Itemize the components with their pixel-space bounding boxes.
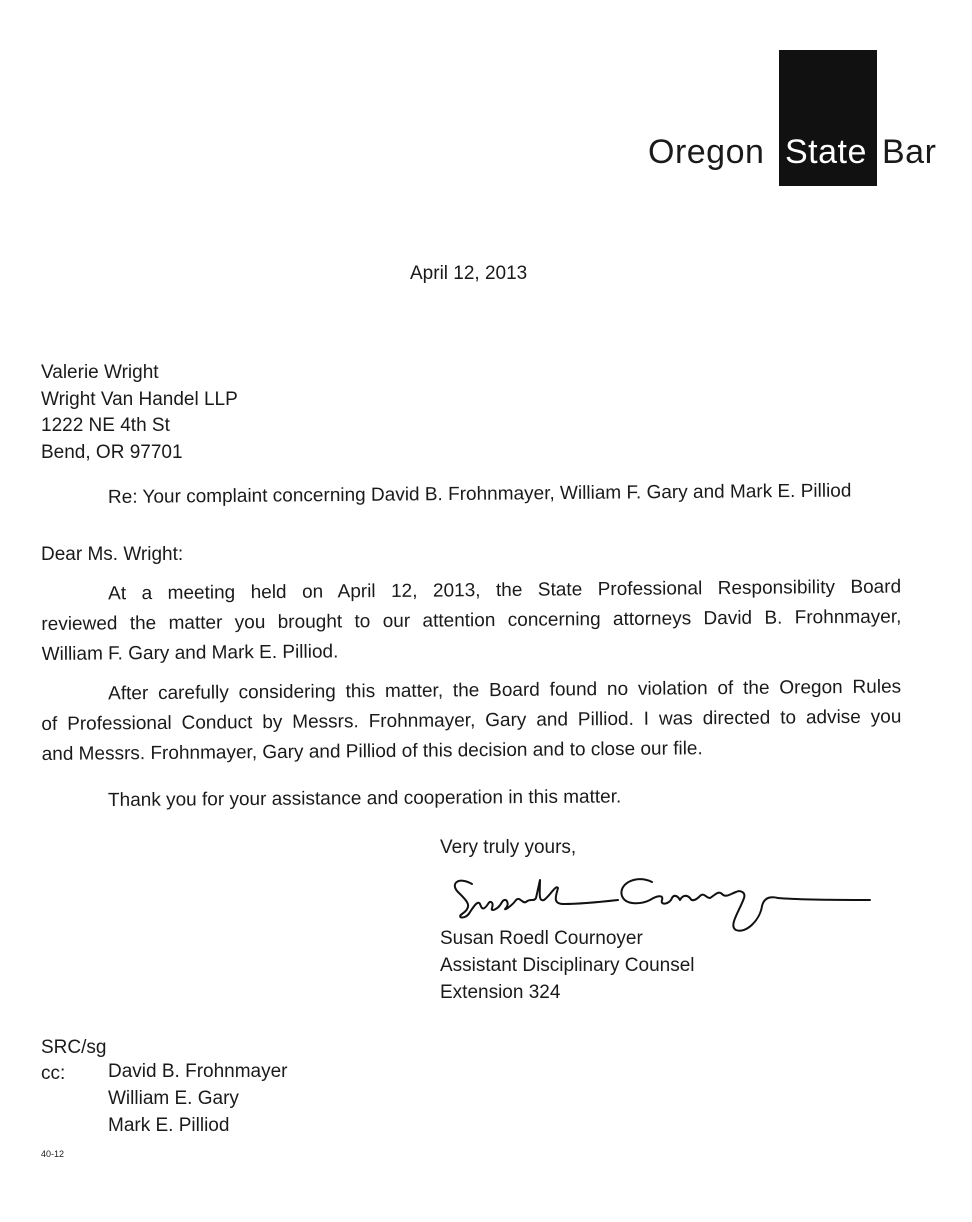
paragraph-1-line-1: At a meeting held on April 12, 2013, the State Professional Responsibility Board xyxy=(108,576,902,605)
logo-word-oregon: Oregon xyxy=(648,133,765,171)
logo-word-bar: Bar xyxy=(882,133,937,171)
recipient-name: Valerie Wright xyxy=(41,362,159,383)
paragraph-2-line-1: After carefully considering this matter, the Board found no violation of the Oregon Rules xyxy=(108,676,902,705)
signature-block xyxy=(440,925,695,1006)
cc-list xyxy=(108,1058,288,1139)
body-paragraph-2 xyxy=(41,672,902,770)
recipient-address xyxy=(41,360,238,466)
form-number: 40-12 xyxy=(41,1149,65,1159)
cc-recipient: Mark E. Pilliod xyxy=(108,1115,230,1136)
paragraph-2-line-2: of Professional Conduct by Messrs. Frohnmayer, Gary and Pilliod. I was directed to advise you xyxy=(41,706,902,735)
cc-label: cc: xyxy=(41,1063,66,1084)
cc-recipient: David B. Frohnmayer xyxy=(108,1061,288,1082)
body-paragraph-3: Thank you for your assistance and cooperation in this matter. xyxy=(107,786,622,811)
recipient-firm: Wright Van Handel LLP xyxy=(41,388,238,410)
paragraph-2-line-3: and Messrs. Frohnmayer, Gary and Pilliod of this decision and to close our file. xyxy=(41,738,703,765)
typist-initials: SRC/sg xyxy=(41,1037,107,1058)
paragraph-1-line-2: reviewed the matter you brought to our attention concerning attorneys David B. Frohnmayer, xyxy=(41,606,902,635)
cc-recipient: William E. Gary xyxy=(108,1088,239,1109)
signer-title: Assistant Disciplinary Counsel xyxy=(440,955,695,976)
body-paragraph-1 xyxy=(41,572,902,670)
oregon-state-bar-logo xyxy=(648,50,948,190)
closing: Very truly yours, xyxy=(440,837,577,858)
signer-name: Susan Roedl Cournoyer xyxy=(440,928,643,949)
signer-extension: Extension 324 xyxy=(440,982,561,1003)
recipient-city: Bend, OR 97701 xyxy=(41,441,183,463)
salutation: Dear Ms. Wright: xyxy=(41,544,184,565)
recipient-street: 1222 NE 4th St xyxy=(41,415,170,436)
letter-date: April 12, 2013 xyxy=(410,263,528,284)
re-line: Re: Your complaint concerning David B. Frohnmayer, William F. Gary and Mark E. Pilliod xyxy=(107,480,852,508)
paragraph-1-line-3: William F. Gary and Mark E. Pilliod. xyxy=(41,641,339,665)
logo-word-state: State xyxy=(785,133,867,171)
